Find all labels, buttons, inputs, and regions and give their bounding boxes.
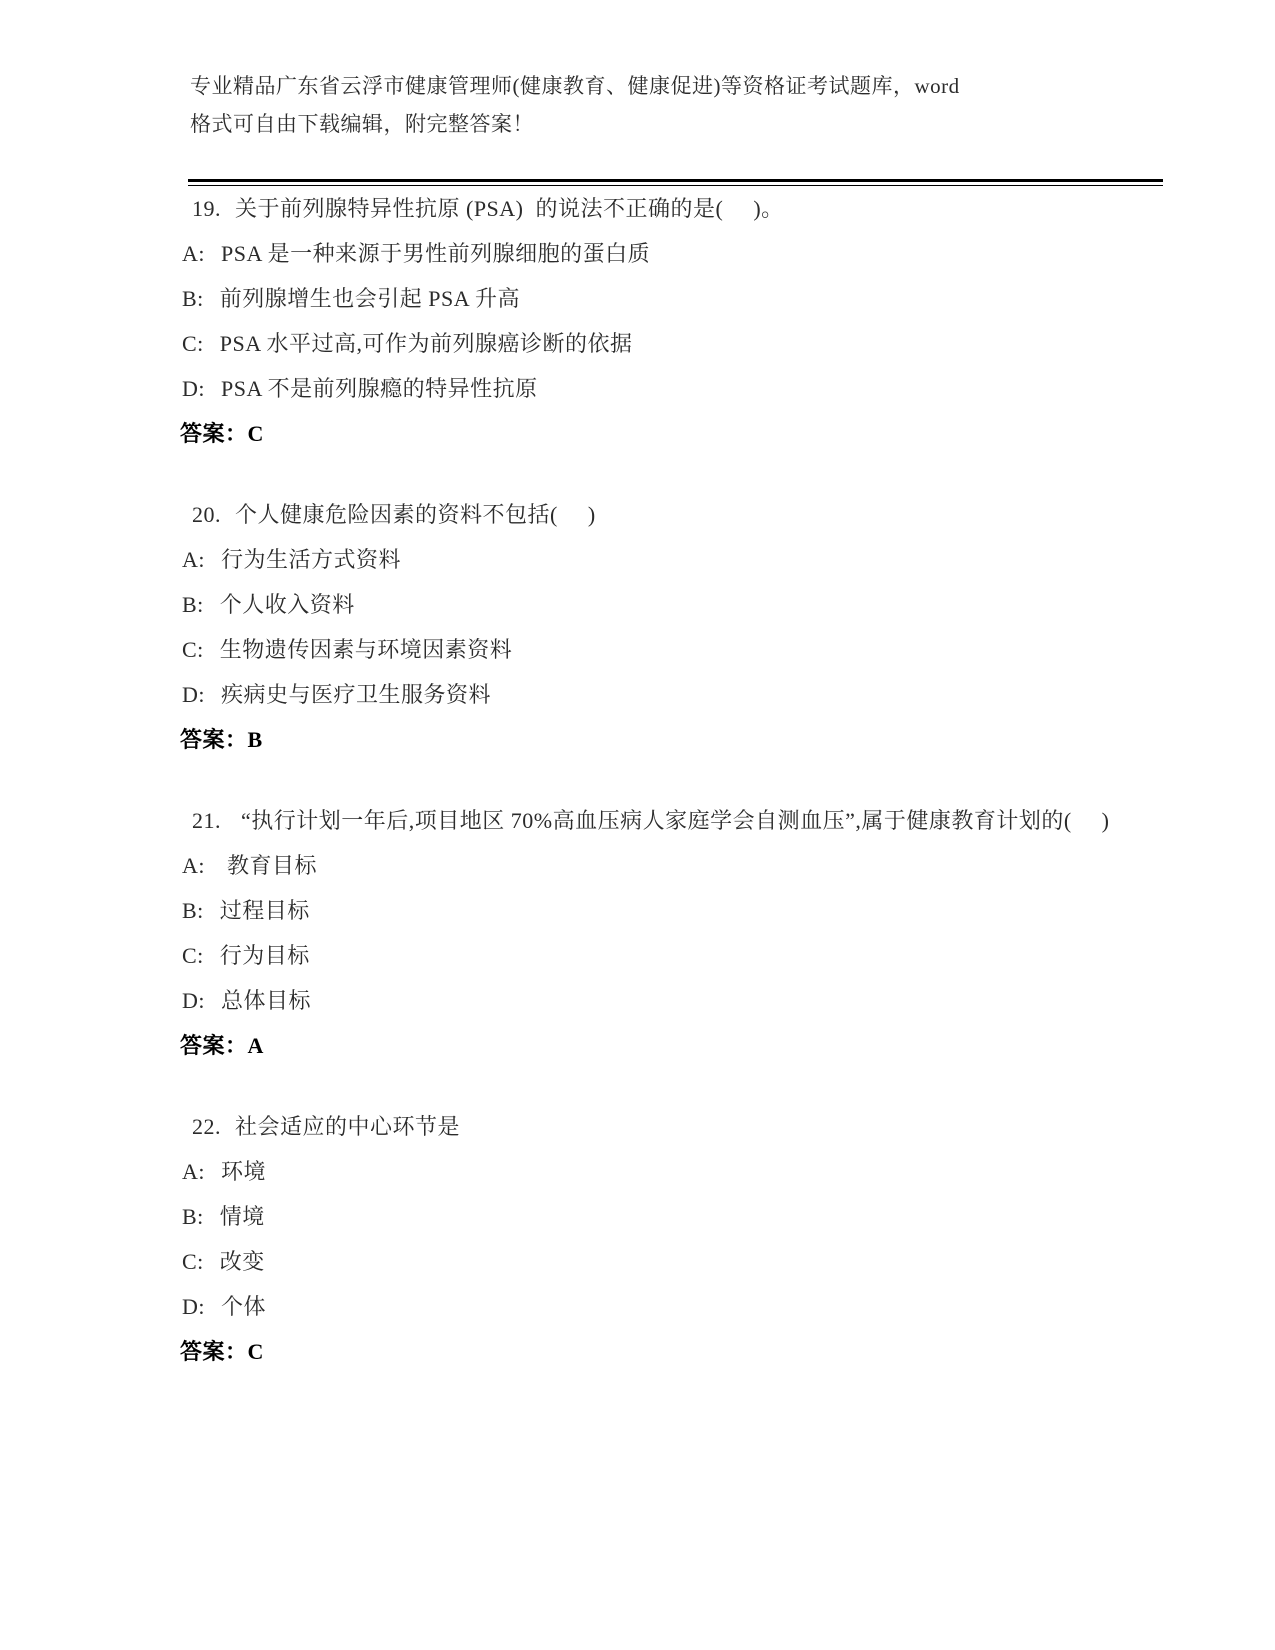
option-line (180, 321, 1160, 366)
option-text: 改变 (219, 1249, 265, 1274)
question-number: 20. (192, 502, 221, 527)
option-line (180, 231, 1160, 276)
answer-line (180, 717, 1160, 762)
answer-value: C (247, 421, 264, 446)
option-label: D: (182, 1294, 205, 1319)
option-label: B: (182, 898, 204, 923)
option-label: A: (182, 853, 205, 878)
question-block-22 (180, 1104, 1160, 1374)
question-text (180, 492, 1160, 537)
option-text: PSA 不是前列腺瘾的特异性抗原 (221, 376, 538, 401)
option-label: B: (182, 1204, 204, 1229)
option-label: C: (182, 637, 204, 662)
option-label: D: (182, 988, 205, 1013)
option-line (180, 888, 1160, 933)
option-line (180, 1194, 1160, 1239)
option-label: A: (182, 1159, 205, 1184)
option-text: 前列腺增生也会引起 PSA 升高 (219, 286, 520, 311)
question-list (180, 186, 1160, 1374)
question-text (180, 186, 1160, 231)
answer-value: C (247, 1339, 264, 1364)
question-text (180, 1104, 1160, 1149)
option-line (180, 627, 1160, 672)
option-line (180, 672, 1160, 717)
option-label: C: (182, 943, 204, 968)
option-line (180, 978, 1160, 1023)
option-line (180, 582, 1160, 627)
answer-label: 答案： (180, 1339, 248, 1364)
option-line (180, 1239, 1160, 1284)
answer-line (180, 411, 1160, 456)
answer-line (180, 1023, 1160, 1068)
option-label: B: (182, 592, 204, 617)
option-text: 疾病史与医疗卫生服务资料 (221, 682, 492, 707)
option-text: PSA 水平过高,可作为前列腺癌诊断的依据 (219, 331, 633, 356)
question-number: 19. (192, 196, 221, 221)
option-text: 个人收入资料 (219, 592, 355, 617)
answer-value: B (247, 727, 263, 752)
document-header (180, 67, 1160, 143)
question-stem: 关于前列腺特异性抗原 (PSA) 的说法不正确的是( )。 (235, 196, 784, 221)
question-stem: “执行计划一年后,项目地区 70%高血压病人家庭学会自测血压”,属于健康教育计划的( ) (235, 808, 1110, 833)
answer-label: 答案： (180, 1033, 248, 1058)
option-text: PSA 是一种来源于男性前列腺细胞的蛋白质 (221, 241, 651, 266)
question-number: 21. (192, 808, 221, 833)
option-label: C: (182, 1249, 204, 1274)
option-text: 环境 (221, 1159, 267, 1184)
option-label: A: (182, 241, 205, 266)
answer-value: A (247, 1033, 264, 1058)
question-text (180, 798, 1160, 843)
option-line (180, 537, 1160, 582)
option-label: C: (182, 331, 204, 356)
option-text: 个体 (221, 1294, 267, 1319)
option-line (180, 1149, 1160, 1194)
answer-line (180, 1329, 1160, 1374)
option-line (180, 1284, 1160, 1329)
option-text: 行为生活方式资料 (221, 547, 402, 572)
option-label: B: (182, 286, 204, 311)
option-label: D: (182, 682, 205, 707)
question-stem: 社会适应的中心环节是 (235, 1114, 461, 1139)
header-line-1: 专业精品广东省云浮市健康管理师(健康教育、健康促进)等资格证考试题库，word (190, 74, 960, 98)
question-block-19 (180, 186, 1160, 456)
option-line (180, 933, 1160, 978)
answer-label: 答案： (180, 727, 248, 752)
question-block-21 (180, 798, 1160, 1068)
option-label: A: (182, 547, 205, 572)
option-line (180, 843, 1160, 888)
answer-label: 答案： (180, 421, 248, 446)
question-number: 22. (192, 1114, 221, 1139)
question-block-20 (180, 492, 1160, 762)
option-line (180, 366, 1160, 411)
option-label: D: (182, 376, 205, 401)
option-text: 教育目标 (221, 853, 318, 878)
header-line-2: 格式可自由下载编辑，附完整答案！ (190, 112, 534, 136)
header-divider-rule (188, 179, 1163, 186)
option-text: 总体目标 (221, 988, 312, 1013)
option-text: 生物遗传因素与环境因素资料 (219, 637, 513, 662)
option-line (180, 276, 1160, 321)
option-text: 行为目标 (219, 943, 310, 968)
option-text: 情境 (219, 1204, 265, 1229)
option-text: 过程目标 (219, 898, 310, 923)
question-stem: 个人健康危险因素的资料不包括( ) (235, 502, 596, 527)
